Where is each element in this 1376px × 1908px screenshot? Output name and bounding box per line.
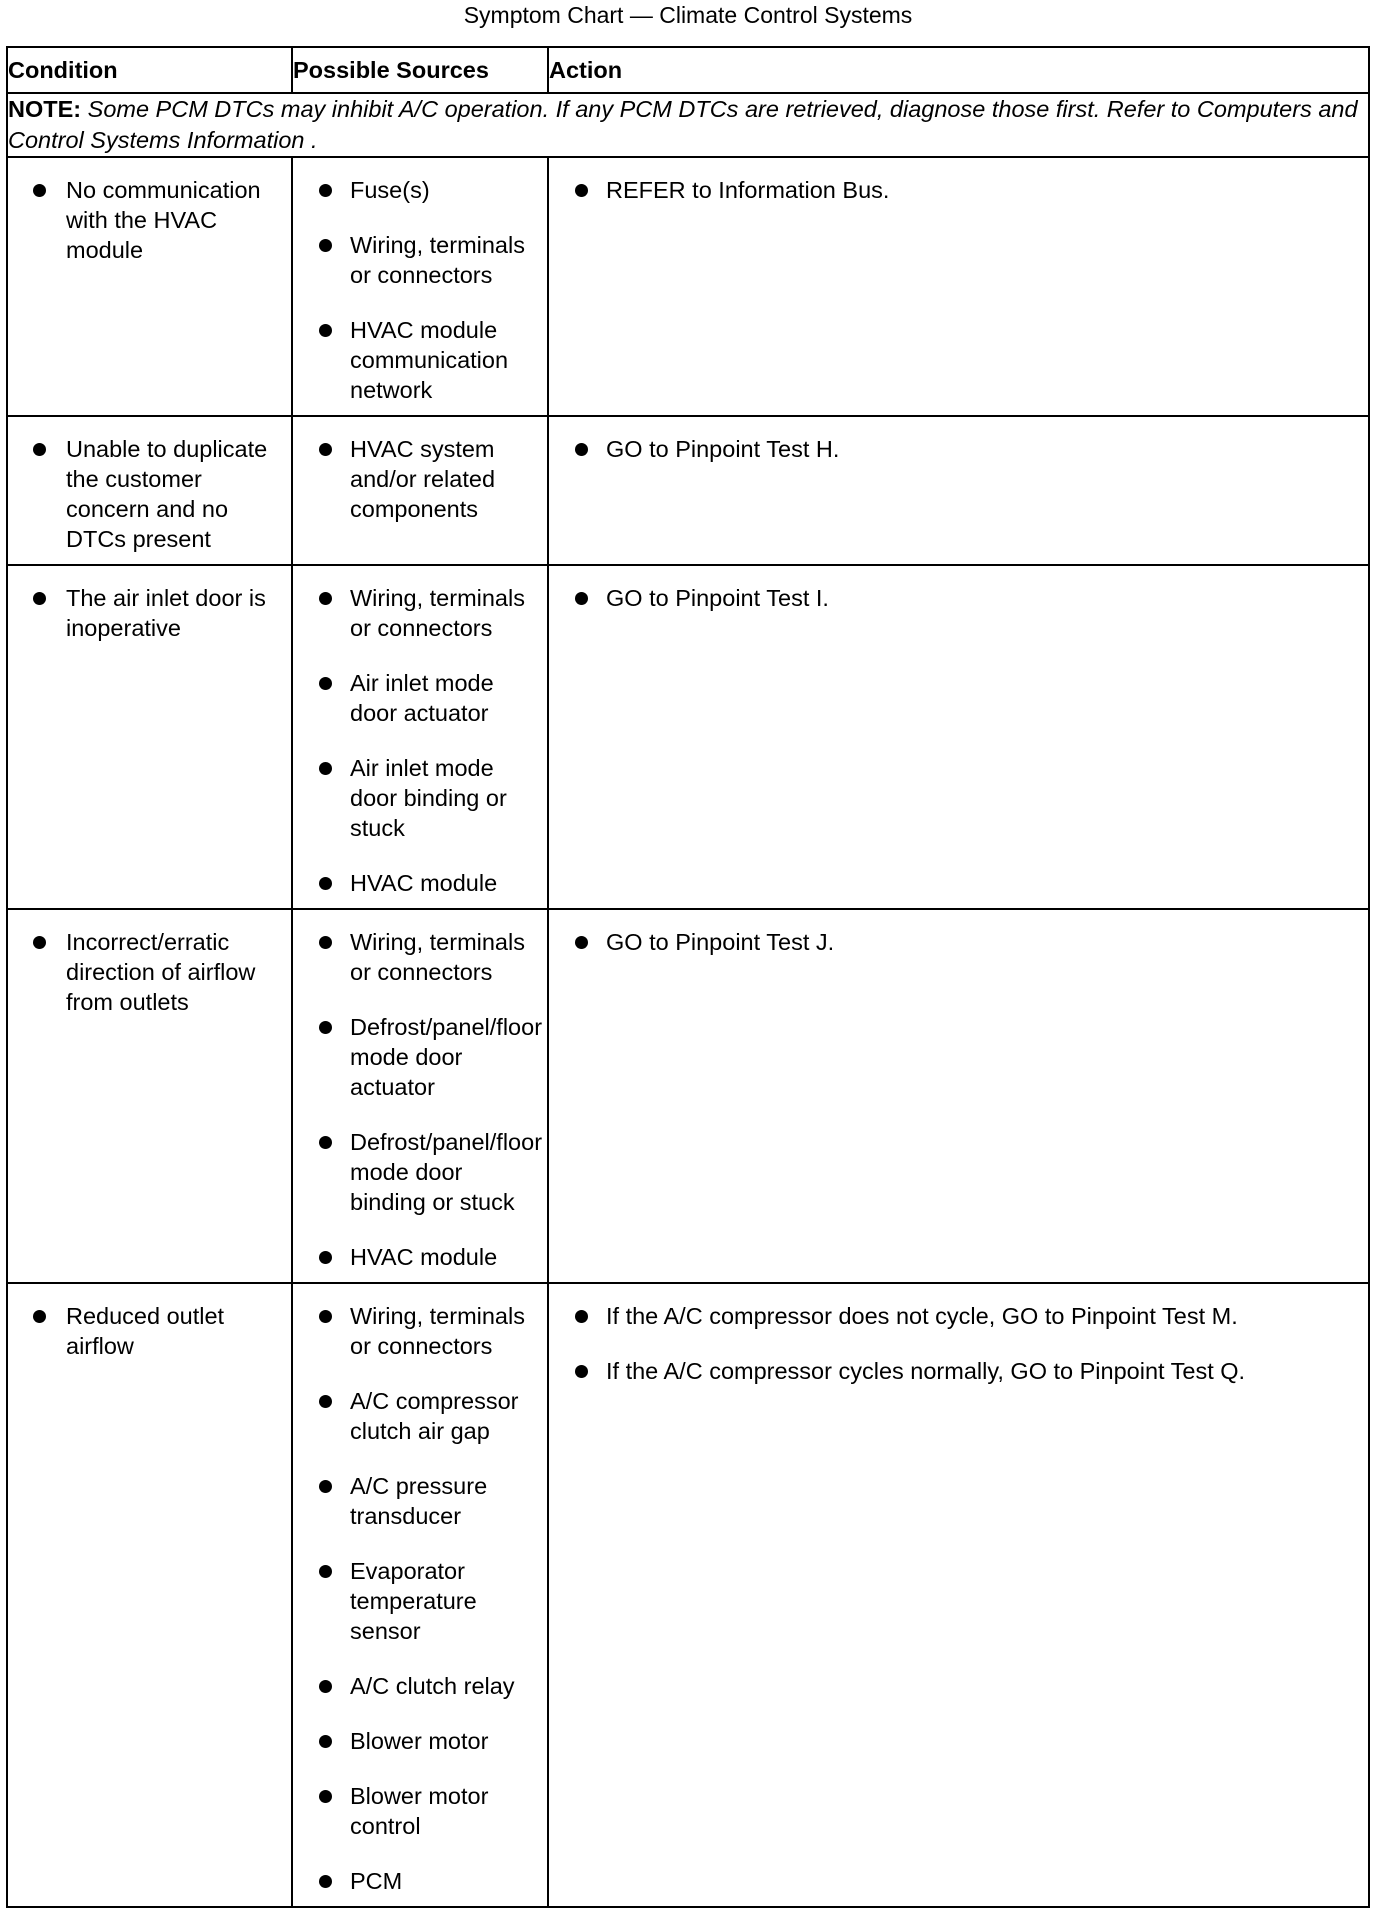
action-item: If the A/C compressor does not cycle, GO to Pinpoint Test M. <box>549 1301 1360 1331</box>
condition-cell-list <box>8 158 291 275</box>
action-cell-list <box>549 566 1368 623</box>
condition-cell-list <box>8 417 291 564</box>
action-cell <box>548 157 1369 416</box>
symptom-row <box>7 1283 1369 1907</box>
possible-sources-cell-list <box>293 910 547 1282</box>
source-item: Defrost/panel/floor mode door actuator <box>293 1012 539 1102</box>
action-item: REFER to Information Bus. <box>549 175 1360 205</box>
condition-cell <box>7 157 292 416</box>
action-item: GO to Pinpoint Test I. <box>549 583 1360 613</box>
condition-cell-list <box>8 566 291 653</box>
action-cell-list <box>549 417 1368 474</box>
symptom-row <box>7 416 1369 565</box>
condition-cell <box>7 1283 292 1907</box>
source-item: Wiring, terminals or connectors <box>293 927 539 987</box>
symptom-row <box>7 565 1369 909</box>
condition-item: Reduced outlet airflow <box>8 1301 283 1361</box>
action-cell <box>548 909 1369 1283</box>
source-item: HVAC module communication network <box>293 315 539 405</box>
possible-sources-cell-list <box>293 1284 547 1906</box>
symptom-row <box>7 157 1369 416</box>
source-item: PCM <box>293 1866 539 1896</box>
possible-sources-cell <box>292 157 548 416</box>
action-item: GO to Pinpoint Test J. <box>549 927 1360 957</box>
source-item: Air inlet mode door actuator <box>293 668 539 728</box>
condition-cell-list <box>8 1284 291 1371</box>
note-label: NOTE: <box>8 96 82 122</box>
source-item: HVAC system and/or related components <box>293 434 539 524</box>
source-item: A/C pressure transducer <box>293 1471 539 1531</box>
condition-item: Unable to duplicate the customer concern and no DTCs present <box>8 434 283 554</box>
condition-cell <box>7 909 292 1283</box>
source-item: Wiring, terminals or connectors <box>293 583 539 643</box>
action-item: If the A/C compressor cycles normally, GO to Pinpoint Test Q. <box>549 1356 1360 1386</box>
possible-sources-cell-list <box>293 417 547 534</box>
action-cell-list <box>549 158 1368 215</box>
symptom-row <box>7 909 1369 1283</box>
note-cell <box>7 93 1369 157</box>
source-item: HVAC module <box>293 868 539 898</box>
header-possible-sources: Possible Sources <box>292 47 548 93</box>
condition-cell-list <box>8 910 291 1027</box>
condition-cell <box>7 565 292 909</box>
possible-sources-cell <box>292 416 548 565</box>
possible-sources-cell-list <box>293 158 547 415</box>
note-row <box>7 93 1369 157</box>
source-item: Wiring, terminals or connectors <box>293 230 539 290</box>
source-item: Fuse(s) <box>293 175 539 205</box>
possible-sources-cell-list <box>293 566 547 908</box>
source-item: HVAC module <box>293 1242 539 1272</box>
chart-title: Symptom Chart — Climate Control Systems <box>463 2 913 28</box>
source-item: Defrost/panel/floor mode door binding or stuck <box>293 1127 539 1217</box>
source-item: Blower motor control <box>293 1781 539 1841</box>
action-cell <box>548 1283 1369 1907</box>
condition-cell <box>7 416 292 565</box>
condition-item: No communication with the HVAC module <box>8 175 283 265</box>
action-cell-list <box>549 1284 1368 1396</box>
action-cell-list <box>549 910 1368 967</box>
header-row <box>7 47 1369 93</box>
condition-item: The air inlet door is inoperative <box>8 583 283 643</box>
action-cell <box>548 565 1369 909</box>
source-item: Air inlet mode door binding or stuck <box>293 753 539 843</box>
source-item: Blower motor <box>293 1726 539 1756</box>
condition-item: Incorrect/erratic direction of airflow from outlets <box>8 927 283 1017</box>
action-cell <box>548 416 1369 565</box>
header-action: Action <box>548 47 1369 93</box>
possible-sources-cell <box>292 1283 548 1907</box>
possible-sources-cell <box>292 565 548 909</box>
action-item: GO to Pinpoint Test H. <box>549 434 1360 464</box>
note-text: Some PCM DTCs may inhibit A/C operation. If any PCM DTCs are retrieved, diagnose those first. Refer to Computers and Control Systems Information . <box>8 96 1358 153</box>
header-condition: Condition <box>7 47 292 93</box>
source-item: Wiring, terminals or connectors <box>293 1301 539 1361</box>
source-item: Evaporator temperature sensor <box>293 1556 539 1646</box>
possible-sources-cell <box>292 909 548 1283</box>
source-item: A/C clutch relay <box>293 1671 539 1701</box>
source-item: A/C compressor clutch air gap <box>293 1386 539 1446</box>
symptom-chart-table <box>6 46 1370 1908</box>
